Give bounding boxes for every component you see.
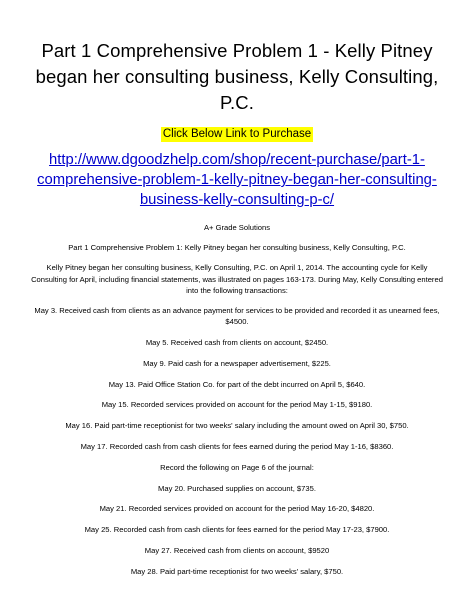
purchase-callout — [22, 124, 452, 142]
transaction-item: May 25. Recorded cash from cash clients for fees earned for the period May 17-23, $7900. — [84, 525, 390, 535]
journal-note: Record the following on Page 6 of the journal: — [160, 462, 314, 472]
problem-subtitle: Part 1 Comprehensive Problem 1: Kelly Pitney began her consulting business, Kelly Consulting, P.C. — [68, 243, 406, 253]
transaction-item: May 13. Paid Office Station Co. for part of the debt incurred on April 5, $640. — [108, 379, 366, 389]
transaction-item: May 17. Recorded cash from cash clients for fees earned during the period May 1-16, $8360. — [80, 442, 394, 451]
purchase-callout-label: Click Below Link to Purchase — [162, 128, 312, 140]
transaction-item: May 27. Received cash from clients on account, $9520 — [144, 545, 330, 555]
purchase-link[interactable]: http://www.dgoodzhelp.com/shop/recent-purchase/part-1-comprehensive-problem-1-kelly-pitney-began-her-consulting-business-kelly-consulting-p-c/ — [37, 152, 437, 208]
transaction-item: May 15. Recorded services provided on account for the period May 1-15, $9180. — [101, 400, 373, 410]
transaction-item: May 28. Paid part-time receptionist for two weeks' salary, $750. — [130, 566, 344, 576]
transaction-item: May 21. Recorded services provided on account for the period May 16-20, $4820. — [99, 504, 375, 514]
transaction-item: May 16. Paid part-time receptionist for two weeks' salary including the amount owed on April 30, $750. — [65, 421, 409, 431]
transaction-item: May 3. Received cash from clients as an advance payment for services to be provided and recorded it as unearned fees, $4500. — [34, 306, 440, 327]
grade-label: A+ Grade Solutions — [203, 223, 271, 232]
problem-intro: Kelly Pitney began her consulting business, Kelly Consulting, P.C. on April 1, 2014. The accounting cycle for Kelly Consulting for April, including financial statements, was illustrated on pages 163-173. During May, Kelly Consulting entered into the following transactions: — [31, 263, 443, 295]
transaction-item: May 9. Paid cash for a newspaper advertisement, $225. — [143, 358, 331, 368]
page-title: Part 1 Comprehensive Problem 1 - Kelly Pitney began her consulting business, Kelly Consulting, P.C. — [35, 40, 439, 113]
transaction-item: May 20. Purchased supplies on account, $735. — [158, 483, 316, 493]
transaction-item: May 5. Received cash from clients on account, $2450. — [145, 338, 329, 348]
transaction-list — [22, 305, 452, 577]
